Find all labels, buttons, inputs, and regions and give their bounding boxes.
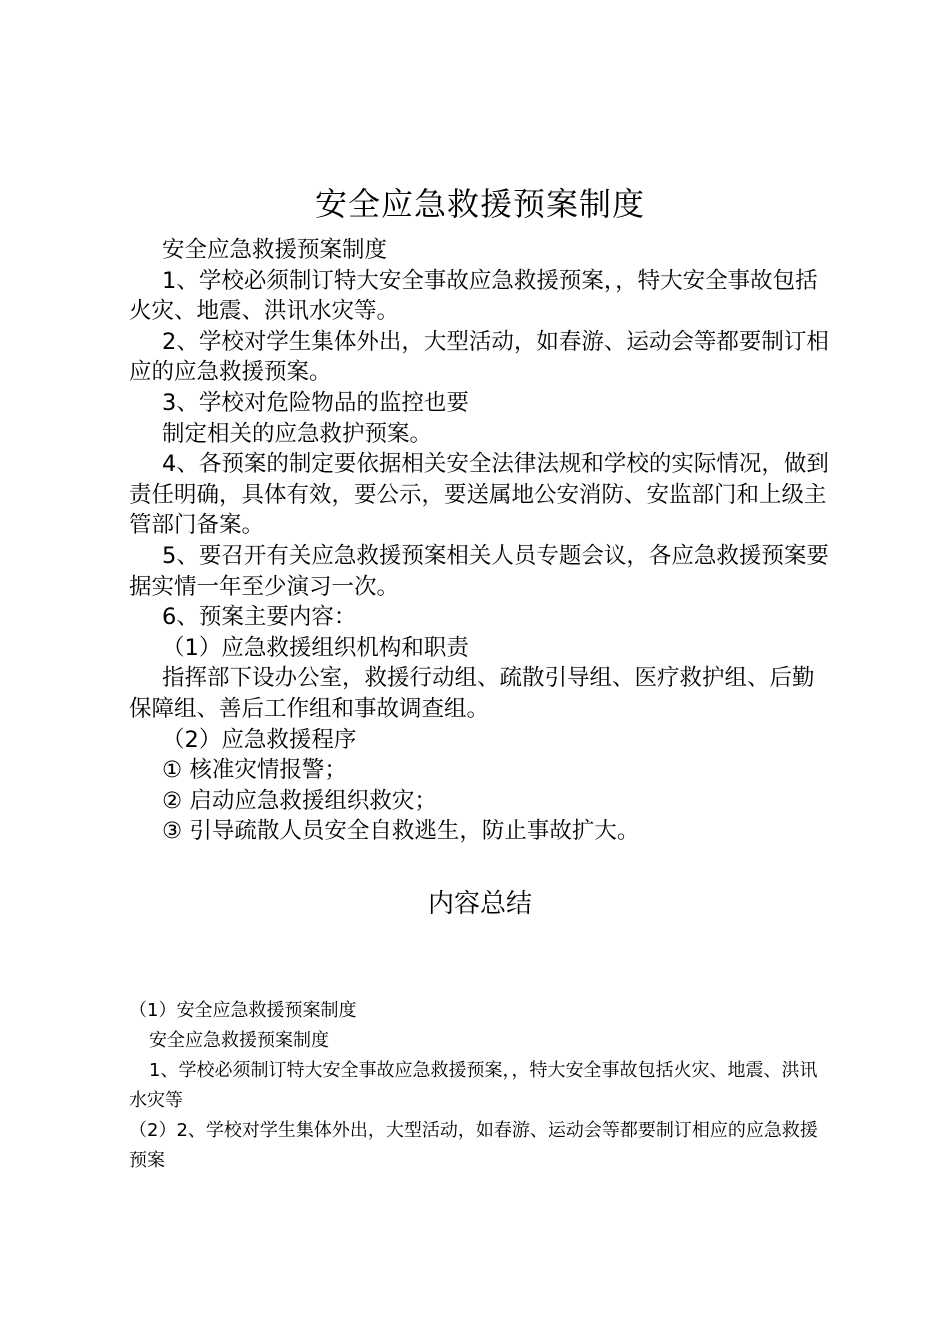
body-paragraph-3: 3、学校对危险物品的监控也要: [162, 389, 469, 416]
summary-line-1: （1）安全应急救援预案制度: [129, 1000, 357, 1021]
body-paragraph-3-cont: 制定相关的应急救护预案。: [162, 420, 433, 447]
summary-title: 内容总结: [427, 889, 532, 919]
body-paragraph-5: 5、要召开有关应急救援预案相关人员专题会议，各应急救援预案要据实情一年至少演习一次。: [129, 542, 829, 600]
summary-line-2: 安全应急救援预案制度: [149, 1030, 329, 1051]
summary-line-3: 1、学校必须制订特大安全事故应急救援预案，，特大安全事故包括火灾、地震、洪讯水灾等: [129, 1060, 818, 1111]
procedure-step-1: ① 核准灾情报警；: [162, 757, 347, 784]
body-paragraph-1: 1、学校必须制订特大安全事故应急救援预案，，特大安全事故包括火灾、地震、洪讯水灾等。: [129, 267, 818, 325]
body-paragraph-4: 4、各预案的制定要依据相关安全法律法规和学校的实际情况，做到责任明确，具体有效，要公示，要送属地公安消防、安监部门和上级主管部门备案。: [129, 451, 829, 539]
body-paragraph-heading: 安全应急救援预案制度: [162, 237, 388, 263]
procedure-step-2: ② 启动应急救援组织救灾；: [162, 787, 437, 814]
procedure-step-3: ③ 引导疏散人员安全自救逃生，防止事故扩大。: [162, 818, 640, 845]
body-paragraph-6: 6、预案主要内容：: [162, 604, 357, 631]
body-subheading-1: （1）应急救援组织机构和职责: [162, 634, 469, 661]
body-paragraph-2: 2、学校对学生集体外出，大型活动，如春游、运动会等都要制订相应的应急救援预案。: [129, 328, 829, 386]
document-body: [129, 235, 829, 847]
summary-line-4: （2）2、学校对学生集体外出，大型活动，如春游、运动会等都要制订相应的应急救援预案: [129, 1120, 818, 1171]
summary-body: [129, 996, 829, 1176]
body-paragraph-organization: 指挥部下设办公室，救援行动组、疏散引导组、医疗救护组、后勤保障组、善后工作组和事故调查组。: [129, 665, 815, 722]
body-subheading-2: （2）应急救援程序: [162, 726, 357, 753]
document-title: 安全应急救援预案制度: [314, 185, 645, 223]
